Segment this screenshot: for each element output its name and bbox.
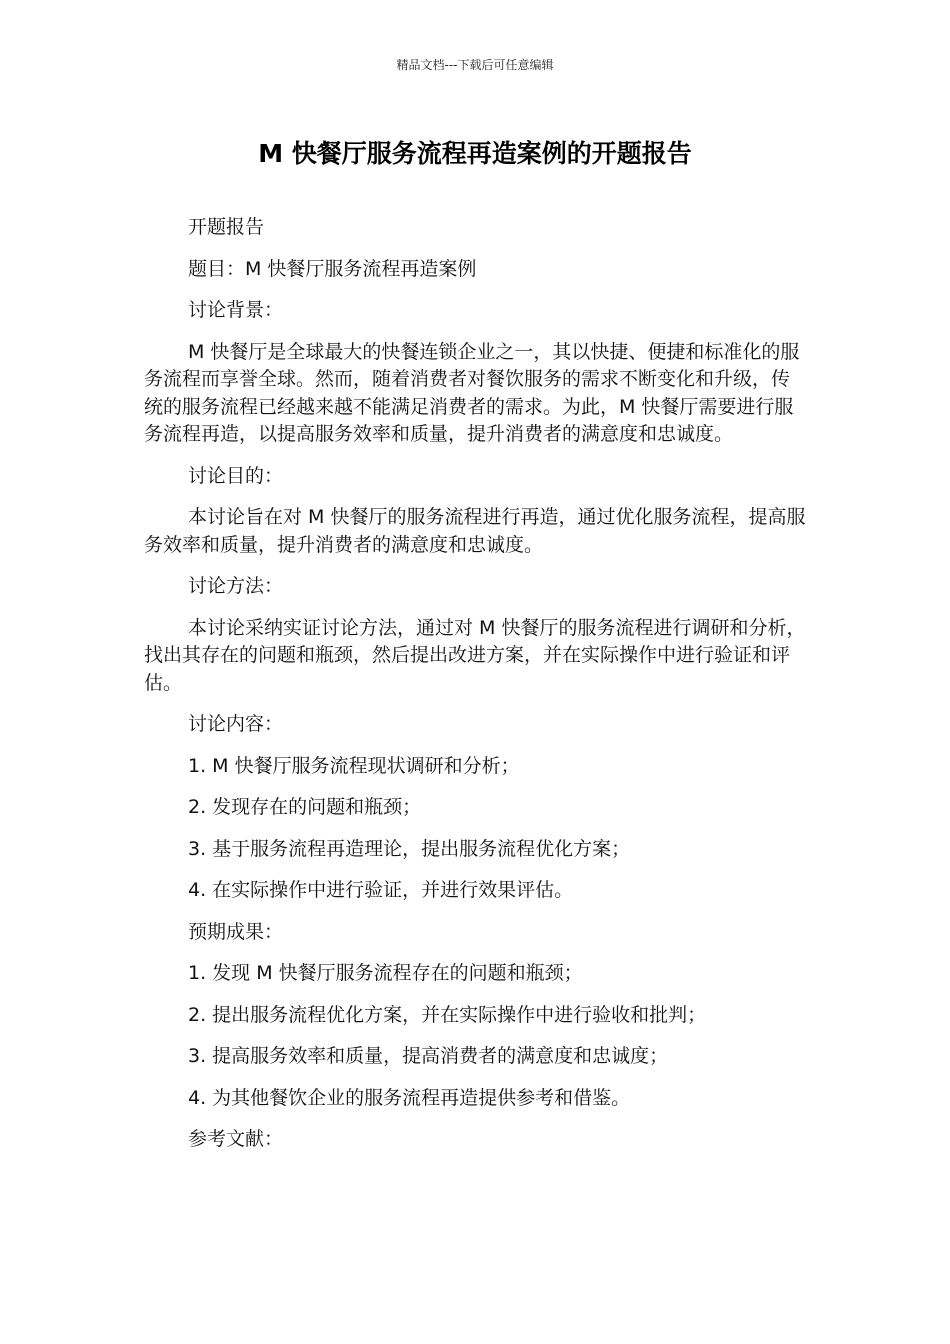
list-item: 4. 为其他餐饮企业的服务流程再造提供参考和借鉴。 [188, 1086, 631, 1109]
heading-expected-results: 预期成果： [188, 920, 284, 943]
document-title: M 快餐厅服务流程再造案例的开题报告 [258, 139, 692, 168]
heading-method: 讨论方法： [188, 575, 284, 597]
heading-background: 讨论背景： [188, 299, 284, 321]
list-item: 3. 提高服务效率和质量，提高消费者的满意度和忠诚度； [188, 1045, 669, 1067]
paragraph-topic: 题目：M 快餐厅服务流程再造案例 [188, 257, 477, 280]
list-item: 1. M 快餐厅服务流程现状调研和分析； [188, 754, 520, 777]
list-item: 4. 在实际操作中进行验证，并进行效果评估。 [188, 879, 574, 901]
paragraph-background: M 快餐厅是全球最大的快餐连锁企业之一，其以快捷、便捷和标准化的服务流程而享誉全球。然而，随着消费者对餐饮服务的需求不断变化和升级，传统的服务流程已经越来越不能满足消费者的需求。为此，M 快餐厅需要进行服务流程再造，以提高服务效率和质量，提升消费者的满意度和忠诚度。 [144, 340, 800, 445]
list-item: 2. 提出服务流程优化方案，并在实际操作中进行验收和批判； [188, 1003, 707, 1026]
heading-purpose: 讨论目的： [188, 464, 284, 487]
list-item: 3. 基于服务流程再造理论，提出服务流程优化方案； [188, 837, 631, 860]
heading-references: 参考文献： [188, 1128, 284, 1150]
list-item: 2. 发现存在的问题和瓶颈； [188, 796, 422, 818]
page-header: 精品文档---下载后可任意编辑 [396, 58, 554, 72]
list-item: 1. 发现 M 快餐厅服务流程存在的问题和瓶颈； [188, 962, 583, 984]
document-body [144, 214, 808, 1168]
heading-content: 讨论内容： [188, 713, 284, 735]
paragraph-report-label: 开题报告 [188, 216, 265, 238]
paragraph-method: 本讨论采纳实证讨论方法，通过对 M 快餐厅的服务流程进行调研和分析，找出其存在的问题和瓶颈，然后提出改进方案，并在实际操作中进行验证和评估。 [144, 616, 806, 694]
paragraph-purpose: 本讨论旨在对 M 快餐厅的服务流程进行再造，通过优化服务流程，提高服务效率和质量，提升消费者的满意度和忠诚度。 [144, 506, 806, 556]
